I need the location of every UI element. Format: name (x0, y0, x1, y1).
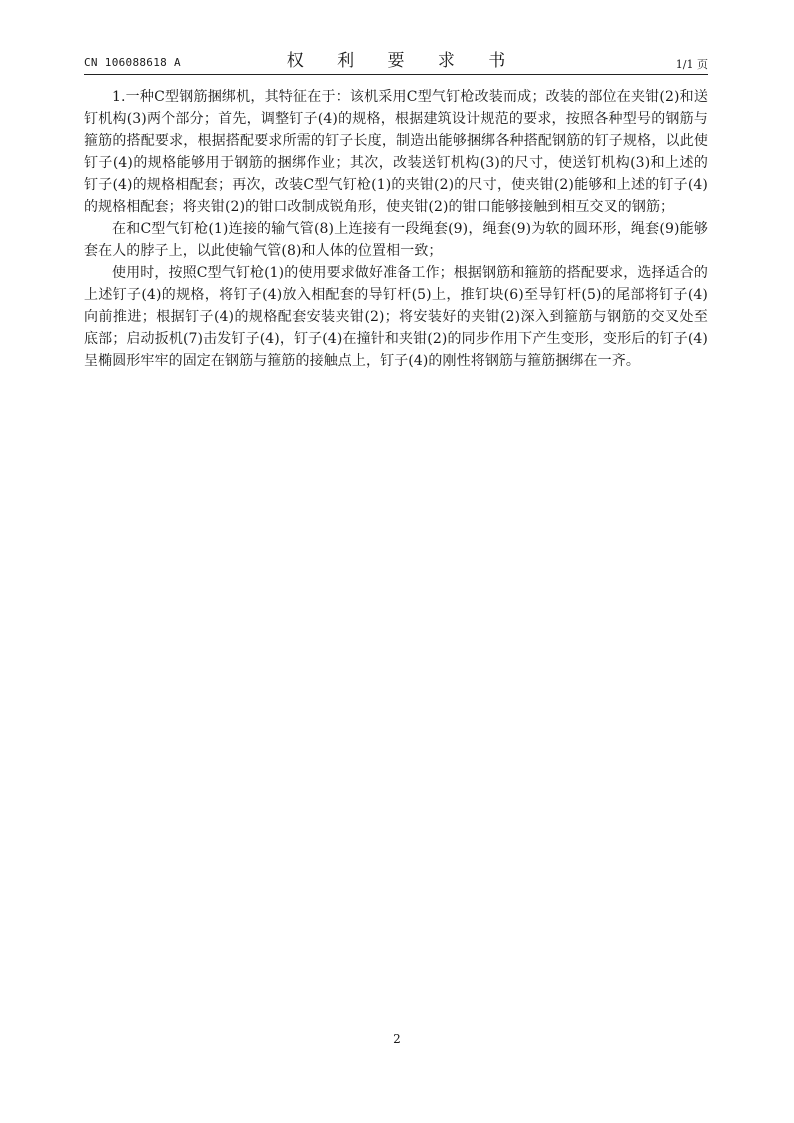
claim-paragraph: 1.一种C型钢筋捆绑机，其特征在于：该机采用C型气钉枪改装而成；改装的部位在夹钳(2)和送钉机构(3)两个部分；首先，调整钉子(4)的规格，根据建筑设计规范的要求，按照各种型号的钢筋与箍筋的搭配要求，根据搭配要求所需的钉子长度，制造出能够捆绑各种搭配钢筋的钉子规格，以此使钉子(4)的规格能够用于钢筋的捆绑作业；其次，改装送钉机构(3)的尺寸，使送钉机构(3)和上述的钉子(4)的规格相配套；再次，改装C型气钉枪(1)的夹钳(2)的尺寸，使夹钳(2)能够和上述的钉子(4)的规格相配套；将夹钳(2)的钳口改制成锐角形，使夹钳(2)的钳口能够接触到相互交叉的钢筋； (84, 89, 708, 215)
document-title: 权 利 要 求 书 (286, 51, 520, 71)
publication-number: CN 106088618 A (84, 56, 181, 69)
page-header (84, 46, 708, 72)
claim-paragraph: 在和C型气钉枪(1)连接的输气管(8)上连接有一段绳套(9)，绳套(9)为软的圆环形，绳套(9)能够套在人的脖子上，以此使输气管(8)和人体的位置相一致； (84, 221, 708, 259)
claims-body (84, 86, 708, 372)
header-divider (84, 74, 708, 75)
claim-paragraph: 使用时，按照C型气钉枪(1)的使用要求做好准备工作；根据钢筋和箍筋的搭配要求，选择适合的上述钉子(4)的规格，将钉子(4)放入相配套的导钉杆(5)上，推钉块(6)至导钉杆(5)的尾部将钉子(4)向前推进；根据钉子(4)的规格配套安装夹钳(2)；将安装好的夹钳(2)深入到箍筋与钢筋的交叉处至底部；启动扳机(7)击发钉子(4)，钉子(4)在撞针和夹钳(2)的同步作用下产生变形，变形后的钉子(4)呈椭圆形牢牢的固定在钢筋与箍筋的接触点上，钉子(4)的刚性将钢筋与箍筋捆绑在一齐。 (84, 265, 708, 369)
page-count: 1/1 页 (675, 58, 708, 71)
footer-page-number: 2 (393, 1032, 401, 1046)
